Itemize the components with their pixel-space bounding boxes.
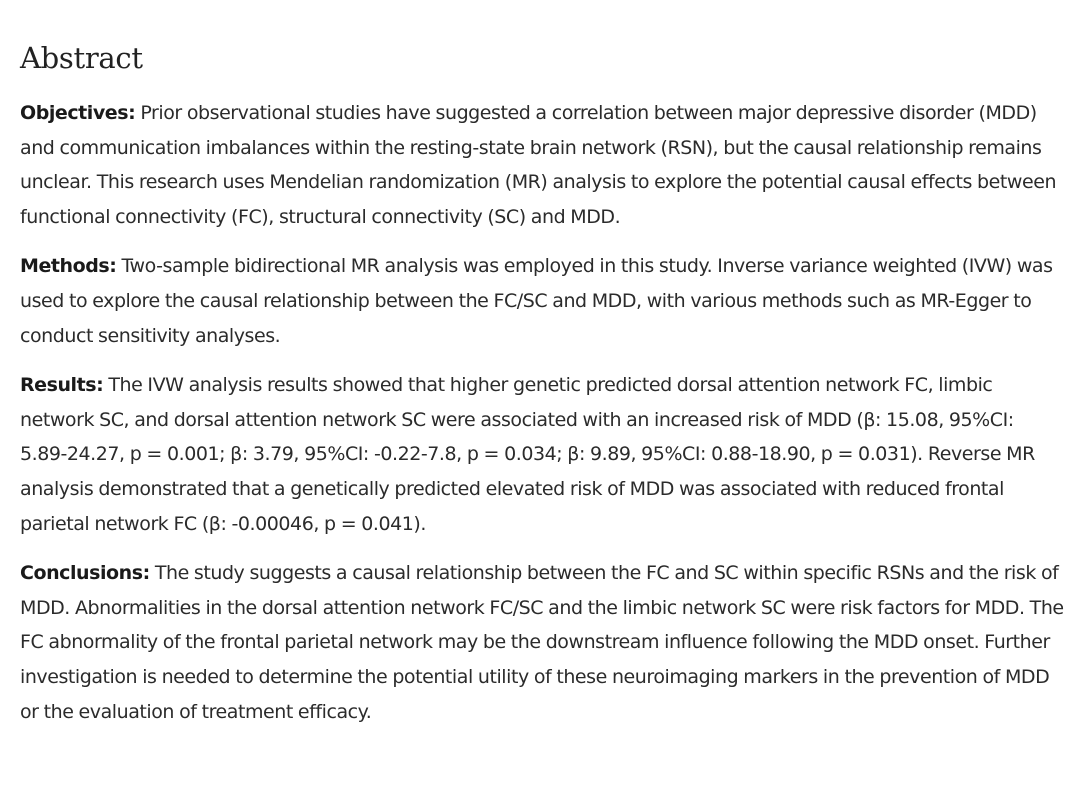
results-paragraph: [20, 368, 1065, 541]
results-text: The IVW analysis results showed that higher genetic predicted dorsal attention network FC, limbic network SC, and dorsal attention network SC were associated with an increased risk of MDD (β: 15.08, 95%CI: 5.89-24.27, p = 0.001; β: 3.79, 95%CI: -0.22-7.8, p = 0.034; β: 9.89, 95%CI: 0.88-18.90, p = 0.031). Reverse MR analysis demonstrated that a genetically predicted elevated risk of MDD was associated with reduced frontal parietal network FC (β: -0.00046, p = 0.041).: [20, 374, 1035, 535]
methods-label: Methods:: [20, 255, 117, 278]
objectives-text: Prior observational studies have suggested a correlation between major depressive disorder (MDD) and communication imbalances within the resting-state brain network (RSN), but the causal relationship remains unclear. This research uses Mendelian randomization (MR) analysis to explore the potential causal effects between functional connectivity (FC), structural connectivity (SC) and MDD.: [20, 102, 1057, 228]
objectives-paragraph: [20, 96, 1065, 234]
objectives-label: Objectives:: [20, 102, 136, 124]
abstract-heading: Abstract: [20, 41, 143, 75]
results-label: Results:: [20, 374, 104, 397]
conclusions-label: Conclusions:: [20, 562, 150, 585]
conclusions-paragraph: [20, 556, 1065, 729]
methods-paragraph: [20, 249, 1065, 353]
conclusions-text: The study suggests a causal relationship between the FC and SC within specific RSNs and the risk of MDD. Abnormalities in the dorsal attention network FC/SC and the limbic network SC were risk factors for MDD. The FC abnormality of the frontal parietal network may be the downstream influence following the MDD onset. Further investigation is needed to determine the potential utility of these neuroimaging markers in the prevention of MDD or the evaluation of treatment efficacy.: [20, 562, 1064, 723]
methods-text: Two-sample bidirectional MR analysis was employed in this study. Inverse variance weighted (IVW) was used to explore the causal relationship between the FC/SC and MDD, with various methods such as MR-Egger to conduct sensitivity analyses.: [20, 255, 1053, 347]
abstract-section: [20, 40, 1065, 744]
